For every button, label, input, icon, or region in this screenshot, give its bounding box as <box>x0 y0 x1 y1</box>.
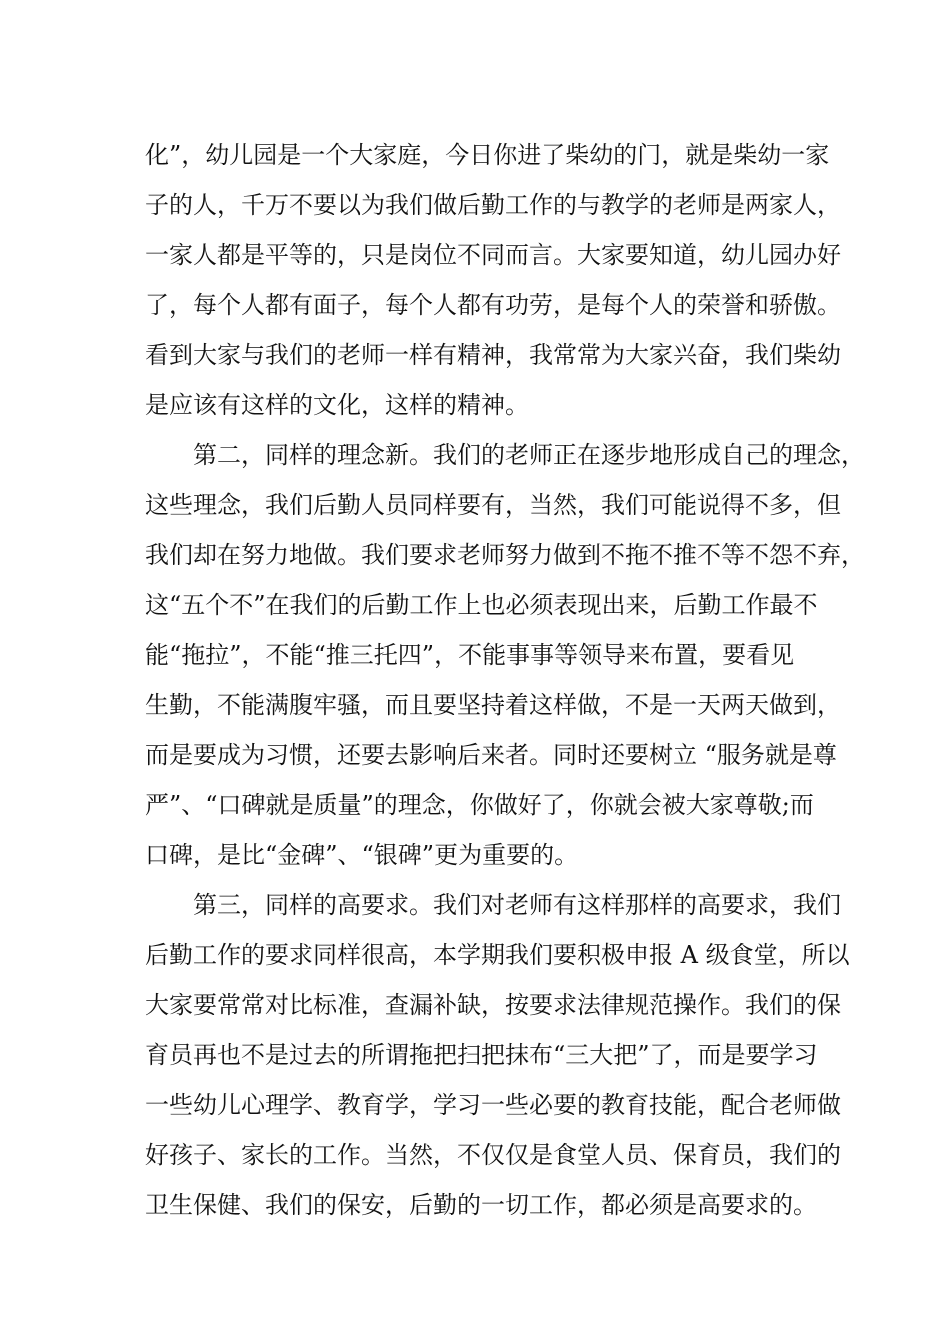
text-line: 一些幼儿心理学、教育学，学习一些必要的教育技能，配合老师做 <box>145 1091 841 1119</box>
text-line: 严”、“口碑就是质量”的理念，你做好了，你就会被大家尊敬;而 <box>145 791 814 819</box>
text-line: 口碑，是比“金碑”、“银碑”更为重要的。 <box>145 841 579 869</box>
text-line: 生勤，不能满腹牢骚，而且要坚持着这样做，不是一天两天做到， <box>145 691 841 719</box>
text-line: 后勤工作的要求同样很高，本学期我们要积极申报 A 级食堂，所以 <box>145 941 850 969</box>
text-line: 育员再也不是过去的所谓拖把扫把抹布“三大把”了，而是要学习 <box>145 1041 818 1069</box>
text-line: 卫生保健、我们的保安，后勤的一切工作，都必须是高要求的。 <box>145 1191 817 1219</box>
text-line: 是应该有这样的文化，这样的精神。 <box>145 391 529 419</box>
text-line: 而是要成为习惯，还要去影响后来者。同时还要树立 “服务就是尊 <box>145 741 837 769</box>
text-line: 第三，同样的高要求。我们对老师有这样那样的高要求，我们 <box>145 891 841 919</box>
text-line: 大家要常常对比标准，查漏补缺，按要求法律规范操作。我们的保 <box>145 991 841 1019</box>
text-line: 了，每个人都有面子，每个人都有功劳，是每个人的荣誉和骄傲。 <box>145 291 841 319</box>
text-line: 我们却在努力地做。我们要求老师努力做到不拖不推不等不怨不弃， <box>145 541 865 569</box>
text-line: 好孩子、家长的工作。当然，不仅仅是食堂人员、保育员，我们的 <box>145 1141 841 1169</box>
text-line: 能“拖拉”，不能“推三托四”，不能事事等领导来布置，要看见 <box>145 641 795 669</box>
text-line: 这些理念，我们后勤人员同样要有，当然，我们可能说得不多，但 <box>145 491 841 519</box>
text-line: 第二，同样的理念新。我们的老师正在逐步地形成自己的理念， <box>145 441 865 469</box>
text-line: 一家人都是平等的，只是岗位不同而言。大家要知道，幼儿园办好 <box>145 241 841 269</box>
text-line: 化”，幼儿园是一个大家庭，今日你进了柴幼的门，就是柴幼一家 <box>145 141 830 169</box>
text-line: 这“五个不”在我们的后勤工作上也必须表现出来，后勤工作最不 <box>145 591 818 619</box>
text-line: 子的人，千万不要以为我们做后勤工作的与教学的老师是两家人， <box>145 191 841 219</box>
body-text <box>145 130 865 1230</box>
text-line: 看到大家与我们的老师一样有精神，我常常为大家兴奋，我们柴幼 <box>145 341 841 369</box>
